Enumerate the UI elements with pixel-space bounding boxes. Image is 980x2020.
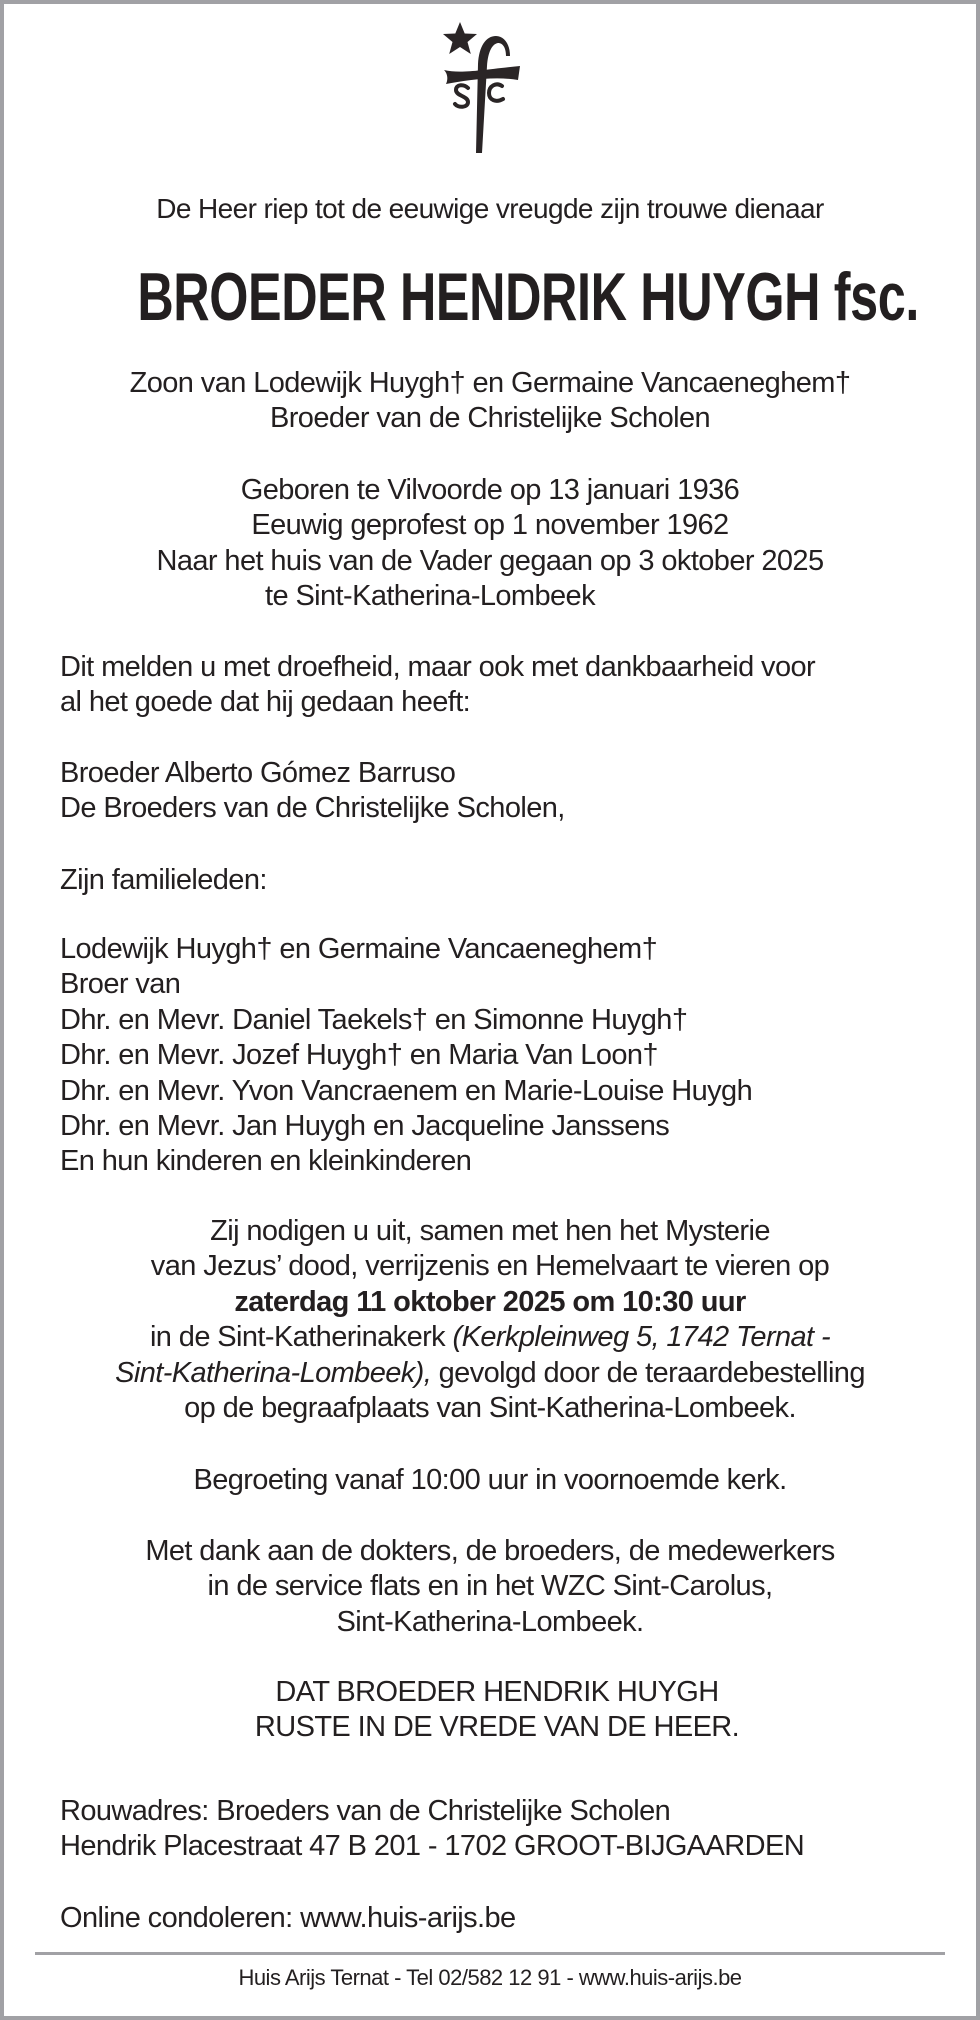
family-item: Dhr. en Mevr. Jozef Huygh† en Maria Van Loon† bbox=[60, 1039, 658, 1072]
funeral-home-footer: Huis Arijs Ternat - Tel 02/582 12 91 - www.huis-arijs.be bbox=[238, 1965, 742, 1990]
parents-line: Zoon van Lodewijk Huygh† en Germaine Vancaeneghem† bbox=[129, 367, 851, 399]
deceased-name: BROEDER HENDRIK HUYGH fsc. bbox=[137, 259, 919, 335]
announcement-line: Dit melden u met droefheid, maar ook met dankbaarheid voor bbox=[60, 651, 816, 683]
family-item: En hun kinderen en kleinkinderen bbox=[60, 1145, 472, 1178]
thanks-line: in de service flats en in het WZC Sint-Carolus, bbox=[207, 1570, 773, 1603]
online-label: Online condoleren: bbox=[60, 1902, 301, 1934]
church-address: (Kerkpleinweg 5, 1742 Ternat - bbox=[452, 1321, 831, 1354]
thanks-line: Met dank aan de dokters, de broeders, de medewerkers bbox=[145, 1535, 835, 1567]
intro-line: De Heer riep tot de eeuwige vreugde zijn trouwe dienaar bbox=[156, 193, 824, 224]
birth-line: Geboren te Vilvoorde op 13 januari 1936 bbox=[240, 474, 740, 506]
profession-line: Eeuwig geprofest op 1 november 1962 bbox=[251, 509, 729, 542]
greeting-line: Begroeting vanaf 10:00 uur in voornoemde kerk. bbox=[193, 1464, 787, 1496]
burial-note: gevolgd door de teraardebestelling bbox=[431, 1356, 865, 1389]
deceased-name-heading bbox=[0, 259, 980, 335]
cemetery-line: op de begraafplaats van Sint-Katherina-Lombeek. bbox=[184, 1392, 796, 1425]
dates-block bbox=[0, 473, 980, 615]
death-line: Naar het huis van de Vader gegaan op 3 oktober 2025 bbox=[156, 544, 824, 577]
family-list bbox=[60, 932, 752, 1180]
online-condolences bbox=[60, 1901, 516, 1936]
order-line: Broeder van de Christelijke Scholen bbox=[269, 402, 711, 435]
address-line: Hendrik Placestraat 47 B 201 - 1702 GROOT-BIJGAARDEN bbox=[60, 1830, 805, 1863]
church-line-2 bbox=[0, 1356, 980, 1391]
service-datetime: zaterdag 11 oktober 2025 om 10:30 uur bbox=[234, 1285, 746, 1318]
signatory-line: Broeder Alberto Gómez Barruso bbox=[60, 757, 456, 789]
invitation-line: Zij nodigen u uit, samen met hen het Mysterie bbox=[210, 1215, 770, 1247]
church-address-cont: Sint-Katherina-Lombeek), bbox=[115, 1356, 432, 1389]
mourning-address bbox=[60, 1794, 804, 1865]
signatory-line: De Broeders van de Christelijke Scholen, bbox=[60, 792, 565, 825]
family-heading: Zijn familieleden: bbox=[60, 864, 267, 896]
family-item: Broer van bbox=[60, 968, 181, 1001]
death-place-line: te Sint-Katherina-Lombeek bbox=[265, 580, 595, 613]
fsc-cross-star-logo-icon bbox=[436, 18, 526, 158]
thanks-line: Sint-Katherina-Lombeek. bbox=[336, 1605, 644, 1638]
family-item: Dhr. en Mevr. Jan Huygh en Jacqueline Janssens bbox=[60, 1110, 670, 1143]
announcement-block bbox=[60, 650, 815, 721]
invitation-line: van Jezus’ dood, verrijzenis en Hemelvaart te vieren op bbox=[150, 1250, 830, 1283]
family-item: Lodewijk Huygh† en Germaine Vancaeneghem† bbox=[60, 933, 658, 965]
footer-divider bbox=[35, 1952, 945, 1955]
address-line: Rouwadres: Broeders van de Christelijke Scholen bbox=[60, 1795, 671, 1827]
signatories-block bbox=[60, 756, 565, 827]
announcement-line: al het goede dat hij gedaan heeft: bbox=[60, 686, 471, 719]
parents-block bbox=[0, 366, 980, 437]
prayer-block bbox=[0, 1675, 980, 1746]
church-name: in de Sint-Katherinakerk bbox=[149, 1321, 453, 1354]
invitation-block bbox=[0, 1214, 980, 1426]
prayer-line: DAT BROEDER HENDRIK HUYGH bbox=[275, 1676, 719, 1708]
family-item: Dhr. en Mevr. Yvon Vancraenem en Marie-Louise Huygh bbox=[60, 1074, 753, 1107]
condolence-link[interactable]: www.huis-arijs.be bbox=[300, 1902, 516, 1934]
thanks-block bbox=[0, 1534, 980, 1640]
family-item: Dhr. en Mevr. Daniel Taekels† en Simonne Huygh† bbox=[60, 1003, 688, 1036]
church-line bbox=[0, 1320, 980, 1355]
prayer-line: RUSTE IN DE VREDE VAN DE HEER. bbox=[254, 1711, 740, 1744]
